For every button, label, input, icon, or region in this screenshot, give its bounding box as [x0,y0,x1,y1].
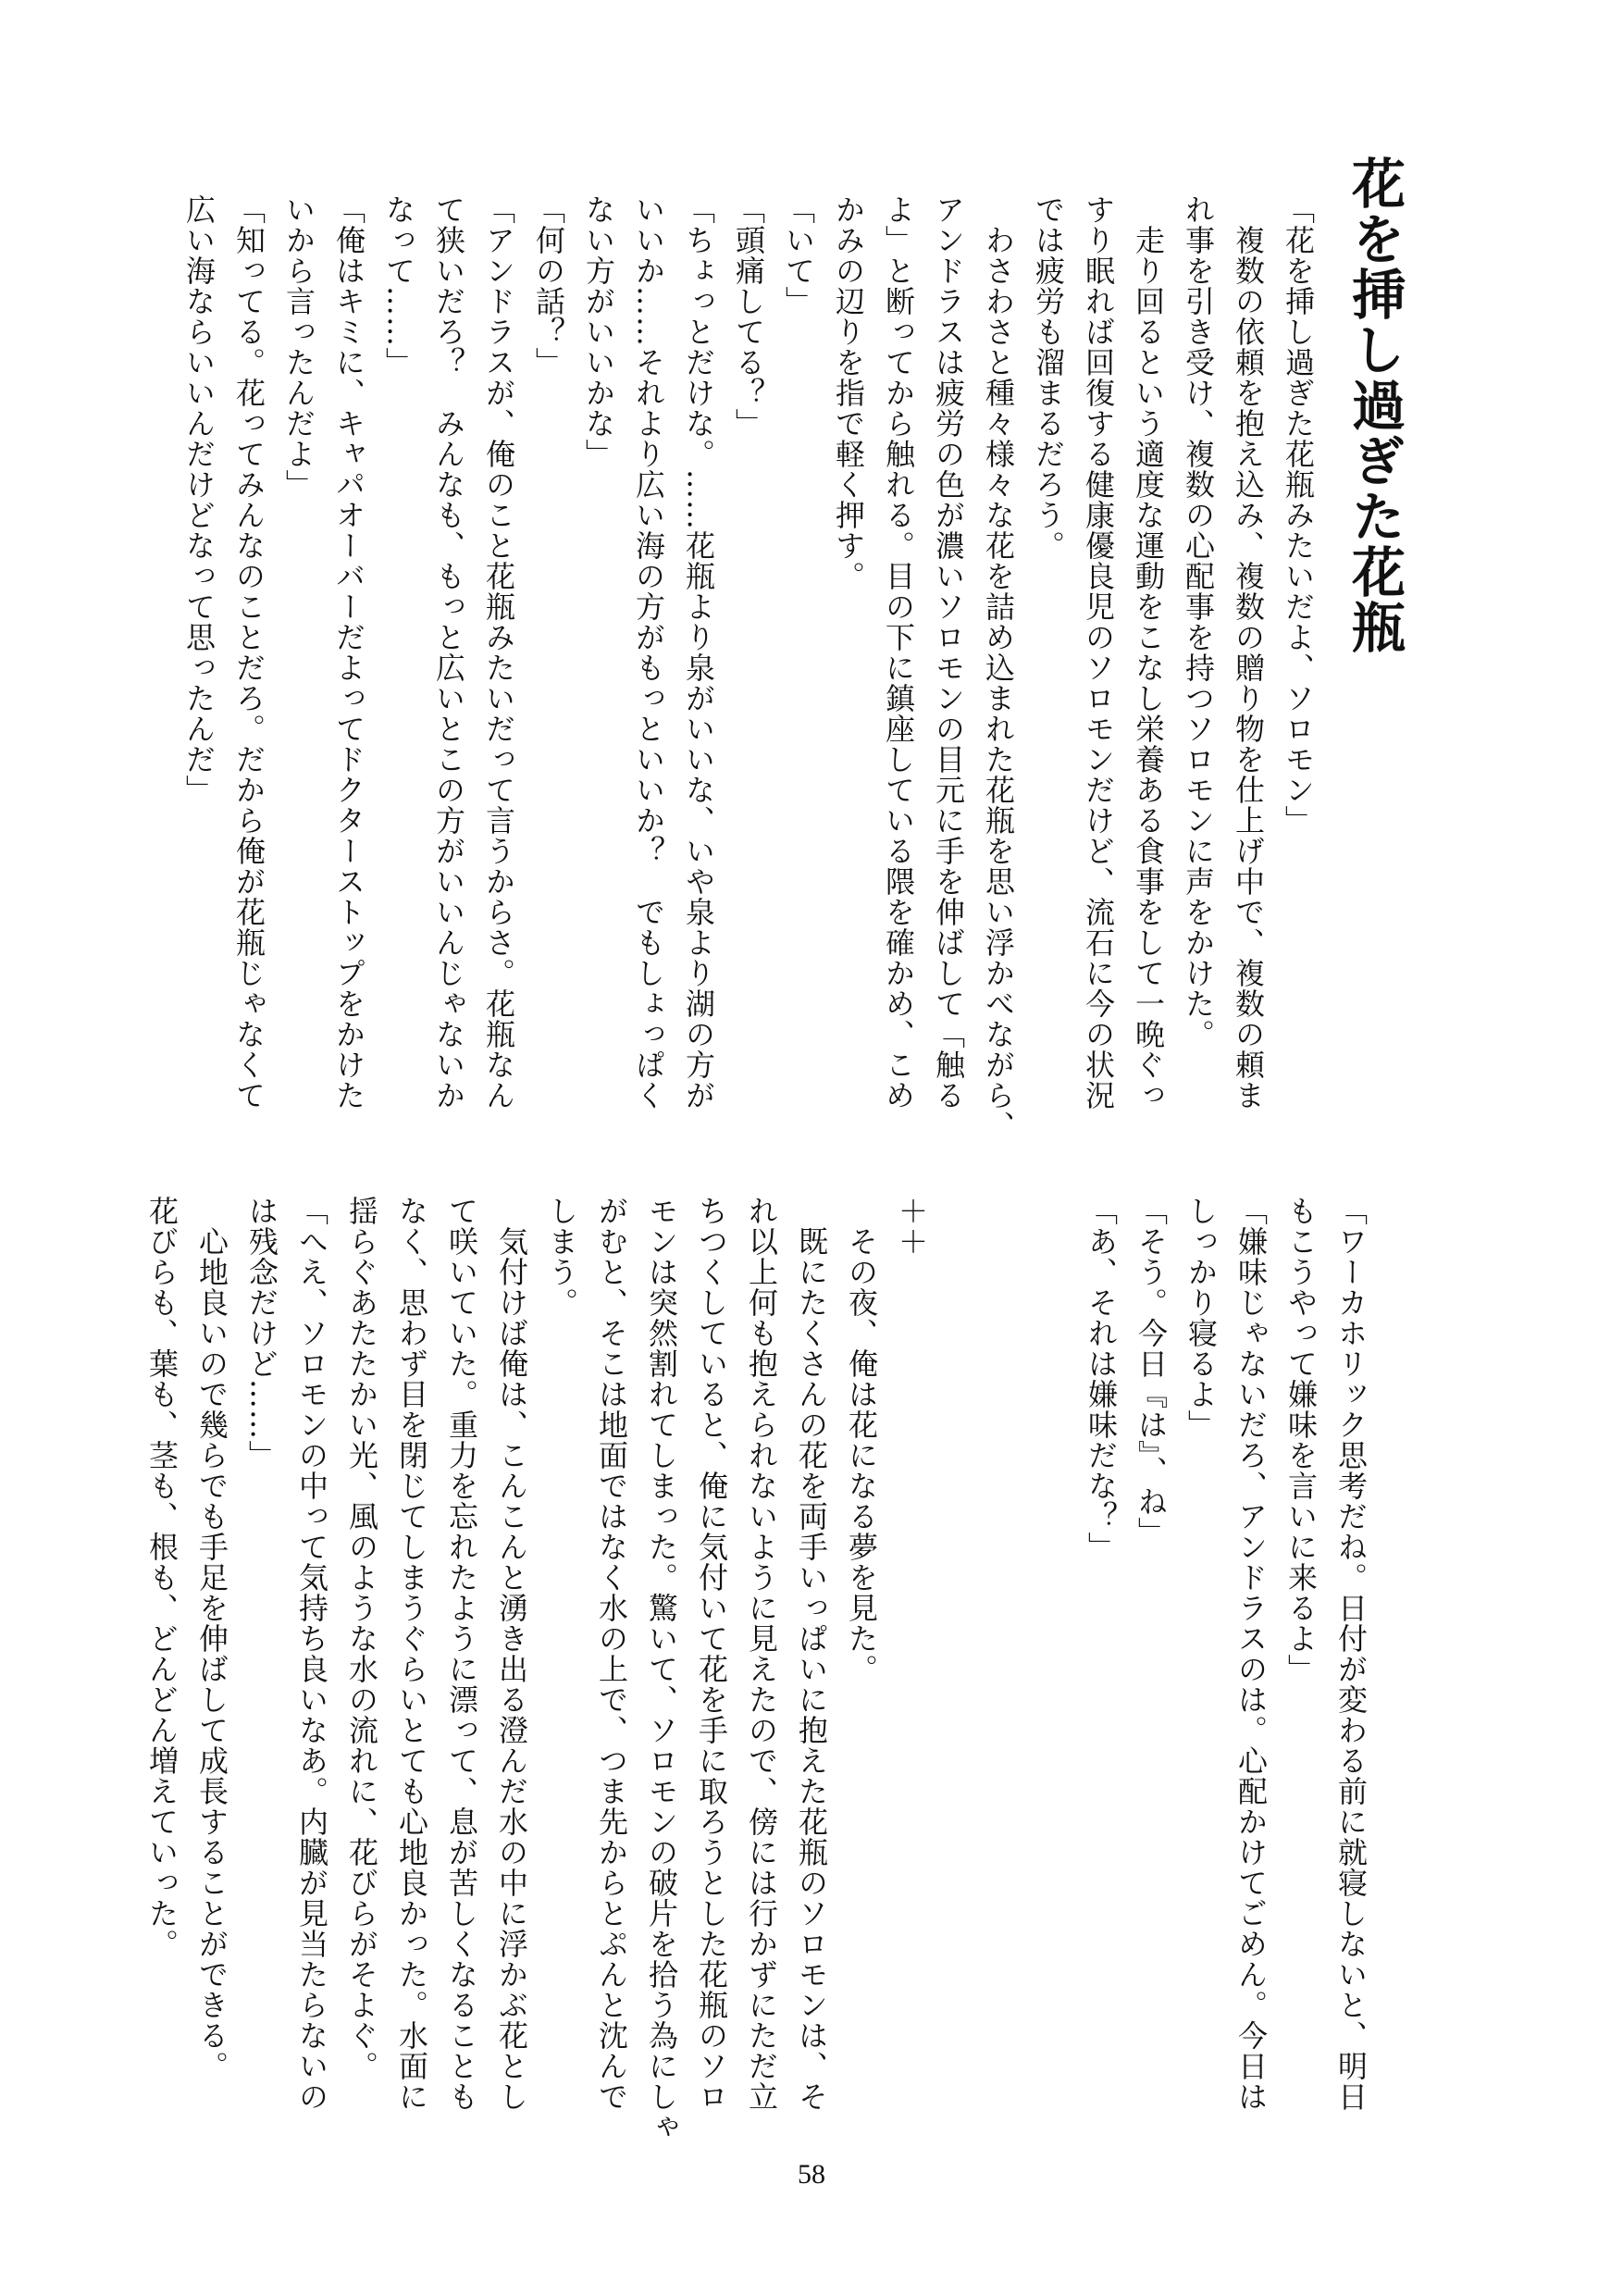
text-line: 既にたくさんの花を両手いっぱいに抱えた花瓶のソロモンは、そ [794,1196,829,2112]
text-line: 心地良いので幾らでも手足を伸ばして成長することができる。 [194,1196,229,2081]
text-line: 「花を挿し過ぎた花瓶みたいだよ、ソロモン」 [1281,194,1316,836]
text-line: すり眠れば回復する健康優良児のソロモンだけど、流石に今の状況 [1081,194,1116,1111]
lower-left-text-block [144,1196,936,2142]
text-line: 「へえ、ソロモンの中って気持ち良いなあ。内臓が見当たらないの [294,1196,329,2112]
text-line: は残念だけど……」 [244,1196,279,1471]
text-line: 「何の話？」 [531,194,566,378]
text-line: アンドラスは疲労の色が濃いソロモンの目元に手を伸ばして「触る [931,194,966,1111]
text-line: 「アンドラスが、俺のこと花瓶みたいだって言うからさ。花瓶なん [481,194,516,1111]
lower-right-text-block [1084,1196,1376,2112]
page-number: 58 [798,2159,825,2190]
upper-text-block [181,194,1323,1141]
text-line: 「そう。今日『は』、ね」 [1134,1196,1169,1547]
text-line: 「知ってる。花ってみんなのことだろ。だから俺が花瓶じゃなくて [231,194,266,1111]
text-line: かみの辺りを指で軽く押す。 [831,194,866,591]
text-line: なく、思わず目を閉じてしまうぐらいとても心地良かった。水面に [394,1196,429,2112]
text-line: では疲労も溜まるだろう。 [1031,194,1066,561]
text-line: わさわさと種々様々な花を詰め込まれた花瓶を思い浮かべながら、 [981,194,1016,1141]
text-line: 気付けば俺は、こんこんと湧き出る澄んだ水の中に浮かぶ花とし [494,1196,529,2112]
text-line: その夜、俺は花になる夢を見た。 [844,1196,879,1684]
text-line: よ」と断ってから触れる。目の下に鎮座している隈を確かめ、こめ [881,194,916,1111]
text-line: いいか……それより広い海の方がもっといいか？ でもしょっぱく [631,194,666,1111]
text-line: 「頭痛してる？」 [731,194,766,439]
story-title: 花を挿し過ぎた花瓶 [1343,155,1406,655]
text-line: もこうやって嫌味を言いに来るよ」 [1283,1196,1319,1684]
text-line: モンは突然割れてしまった。驚いて、ソロモンの破片を拾う為にしゃ [644,1196,679,2142]
text-line: 「いて」 [781,194,816,316]
text-line: 「ちょっとだけな。……花瓶より泉がいいな、いや泉より湖の方が [681,194,716,1111]
text-line: ちつくしていると、俺に気付いて花を手に取ろうとした花瓶のソロ [694,1196,729,2112]
text-line: 揺らぐあたたかい光、風のような水の流れに、花びらがそよぐ。 [344,1196,379,2081]
text-line: 広い海ならいいんだけどなって思ったんだ」 [181,194,217,805]
text-line: 「俺はキミに、キャパオーバーだよってドクターストップをかけた [331,194,366,1111]
text-line: 「嫌味じゃないだろ、アンドラスのは。心配かけてごめん。今日は [1233,1196,1269,2112]
text-line: て咲いていた。重力を忘れたように漂って、息が苦しくなることも [444,1196,479,2112]
text-line: いから言ったんだよ」 [281,194,316,500]
text-line: しまう。 [544,1196,579,1318]
text-line: れ以上何も抱えられないように見えたので、傍には行かずにただ立 [744,1196,779,2112]
text-line: 「ワーカホリック思考だね。日付が変わる前に就寝しないと、明日 [1333,1196,1369,2112]
text-line: 走り回るという適度な運動をこなし栄養ある食事をして一晩ぐっ [1131,194,1166,1111]
text-line: 「あ、それは嫌味だな？」 [1084,1196,1119,1562]
text-line: て狭いだろ？ みんなも、もっと広いとこの方がいいんじゃないか [431,194,466,1111]
text-line: 花びらも、葉も、茎も、根も、どんどん増えていった。 [144,1196,180,1959]
text-line: ない方がいいかな」 [581,194,616,469]
text-line: がむと、そこは地面ではなく水の上で、つま先からとぷんと沈んで [594,1196,629,2112]
text-line: れ事を引き受け、複数の心配事を持つソロモンに声をかけた。 [1181,194,1216,1049]
text-line: 複数の依頼を抱え込み、複数の贈り物を仕上げ中で、複数の頼ま [1231,194,1266,1111]
text-line: なって……」 [381,194,416,378]
section-break: ＋＋ [894,1196,929,1257]
text-line: しっかり寝るよ」 [1183,1196,1219,1440]
